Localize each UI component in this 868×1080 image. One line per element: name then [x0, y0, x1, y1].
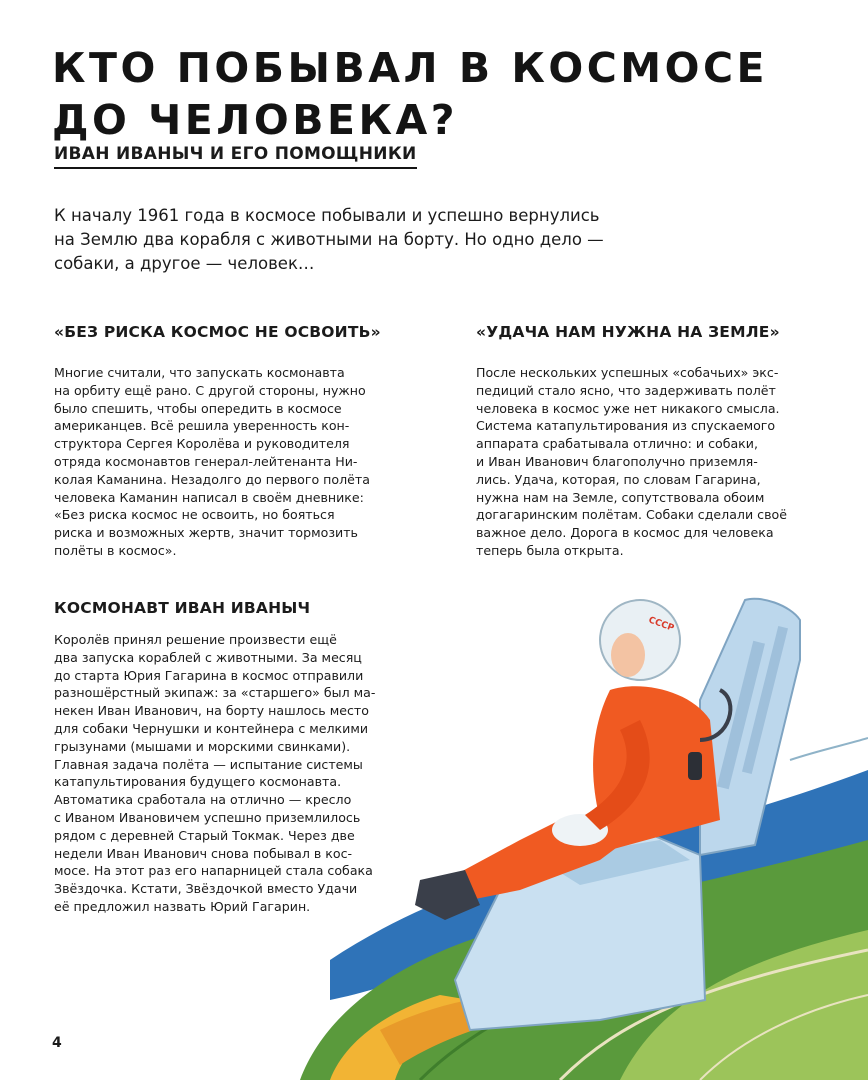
- text-line: и Иван Иванович благополучно приземля-: [476, 453, 758, 469]
- title-line-2: ДО ЧЕЛОВЕКА?: [52, 96, 458, 144]
- section-heading-risk: «БЕЗ РИСКА КОСМОС НЕ ОСВОИТЬ»: [54, 323, 381, 341]
- hose-connector: [688, 752, 702, 780]
- text-line: колая Каманина. Незадолго до первого полёта: [54, 471, 370, 487]
- text-line: важное дело. Дорога в космос для человека: [476, 525, 774, 541]
- text-line: педиций стало ясно, что задерживать полёт: [476, 382, 776, 398]
- text-line: Королёв принял решение произвести ещё: [54, 632, 337, 647]
- text-line: Автоматика сработала на отлично — кресло: [54, 792, 352, 808]
- section-heading-luck: «УДАЧА НАМ НУЖНА НА ЗЕМЛЕ»: [476, 323, 780, 341]
- text-line: с Иваном Ивановичем успешно приземлилось: [54, 809, 361, 825]
- text-line: Система катапультирования из спускаемого: [476, 418, 776, 434]
- text-line: структора Сергея Королёва и руководителя: [54, 436, 350, 452]
- text-line: лись. Удача, которая, по словам Гагарина,: [476, 471, 761, 487]
- text-line: катапультирования будущего космонавта.: [54, 774, 342, 790]
- section-text-risk: [54, 364, 444, 560]
- text-line: для собаки Чернушки и контейнера с мелкими: [54, 720, 369, 736]
- text-line: недели Иван Иванович снова побывал в кос-: [54, 845, 353, 861]
- intro-line: на Землю два корабля с животными на борту. Но одно дело —: [54, 230, 604, 249]
- section-text-cosmonaut: [54, 631, 434, 916]
- text-line: было спешить, чтобы опередить в космосе: [54, 400, 342, 416]
- text-line: полёты в космос».: [54, 542, 177, 558]
- text-line: Звёздочка. Кстати, Звёздочкой вместо Удачи: [54, 881, 358, 897]
- text-line: отряда космонавтов генерал-лейтенанта Ни-: [54, 453, 358, 469]
- helmet-marking: СССР: [646, 615, 676, 634]
- text-line: После нескольких успешных «собачьих» экс-: [476, 365, 779, 380]
- text-line: два запуска кораблей с животными. За месяц: [54, 649, 362, 665]
- text-line: Главная задача полёта — испытание системы: [54, 756, 363, 772]
- page-subtitle: ИВАН ИВАНЫЧ И ЕГО ПОМОЩНИКИ: [54, 143, 417, 169]
- text-line: «Без риска космос не освоить, но бояться: [54, 507, 335, 523]
- text-line: нужна нам на Земле, сопутствовала обоим: [476, 489, 765, 505]
- title-line-1: КТО ПОБЫВАЛ В КОСМОСЕ: [52, 44, 769, 92]
- text-line: на орбиту ещё рано. С другой стороны, нужно: [54, 382, 366, 398]
- text-line: аппарата срабатывала отлично: и собаки,: [476, 436, 758, 452]
- parachute-line: [790, 738, 868, 760]
- text-line: грызунами (мышами и морскими свинками).: [54, 738, 351, 754]
- page-number: 4: [52, 1035, 62, 1051]
- text-line: её предложил назвать Юрий Гагарин.: [54, 898, 311, 914]
- text-line: теперь была открыта.: [476, 542, 624, 558]
- text-line: риска и возможных жертв, значит тормозить: [54, 525, 358, 541]
- intro-line: собаки, а другое — человек…: [54, 254, 315, 273]
- face: [611, 633, 645, 677]
- text-line: американцев. Всё решила уверенность кон-: [54, 418, 350, 434]
- text-line: человека Каманин написал в своём дневнике:: [54, 489, 364, 505]
- section-text-luck: [476, 364, 846, 560]
- text-line: догагаринским полётам. Собаки сделали своё: [476, 507, 787, 523]
- intro-line: К началу 1961 года в космосе побывали и успешно вернулись: [54, 206, 600, 225]
- text-line: рядом с деревней Старый Токмак. Через две: [54, 827, 355, 843]
- text-line: разношёрстный экипаж: за «старшего» был ма-: [54, 685, 376, 701]
- text-line: Многие считали, что запускать космонавта: [54, 365, 345, 380]
- text-line: некен Иван Иванович, на борту нашлось место: [54, 703, 369, 719]
- text-line: человека в космос уже нет никакого смысла.: [476, 400, 780, 416]
- text-line: мосе. На этот раз его напарницей стала собака: [54, 863, 373, 879]
- text-line: до старта Юрия Гагарина в космос отправили: [54, 667, 364, 683]
- section-heading-cosmonaut: КОСМОНАВТ ИВАН ИВАНЫЧ: [54, 599, 311, 617]
